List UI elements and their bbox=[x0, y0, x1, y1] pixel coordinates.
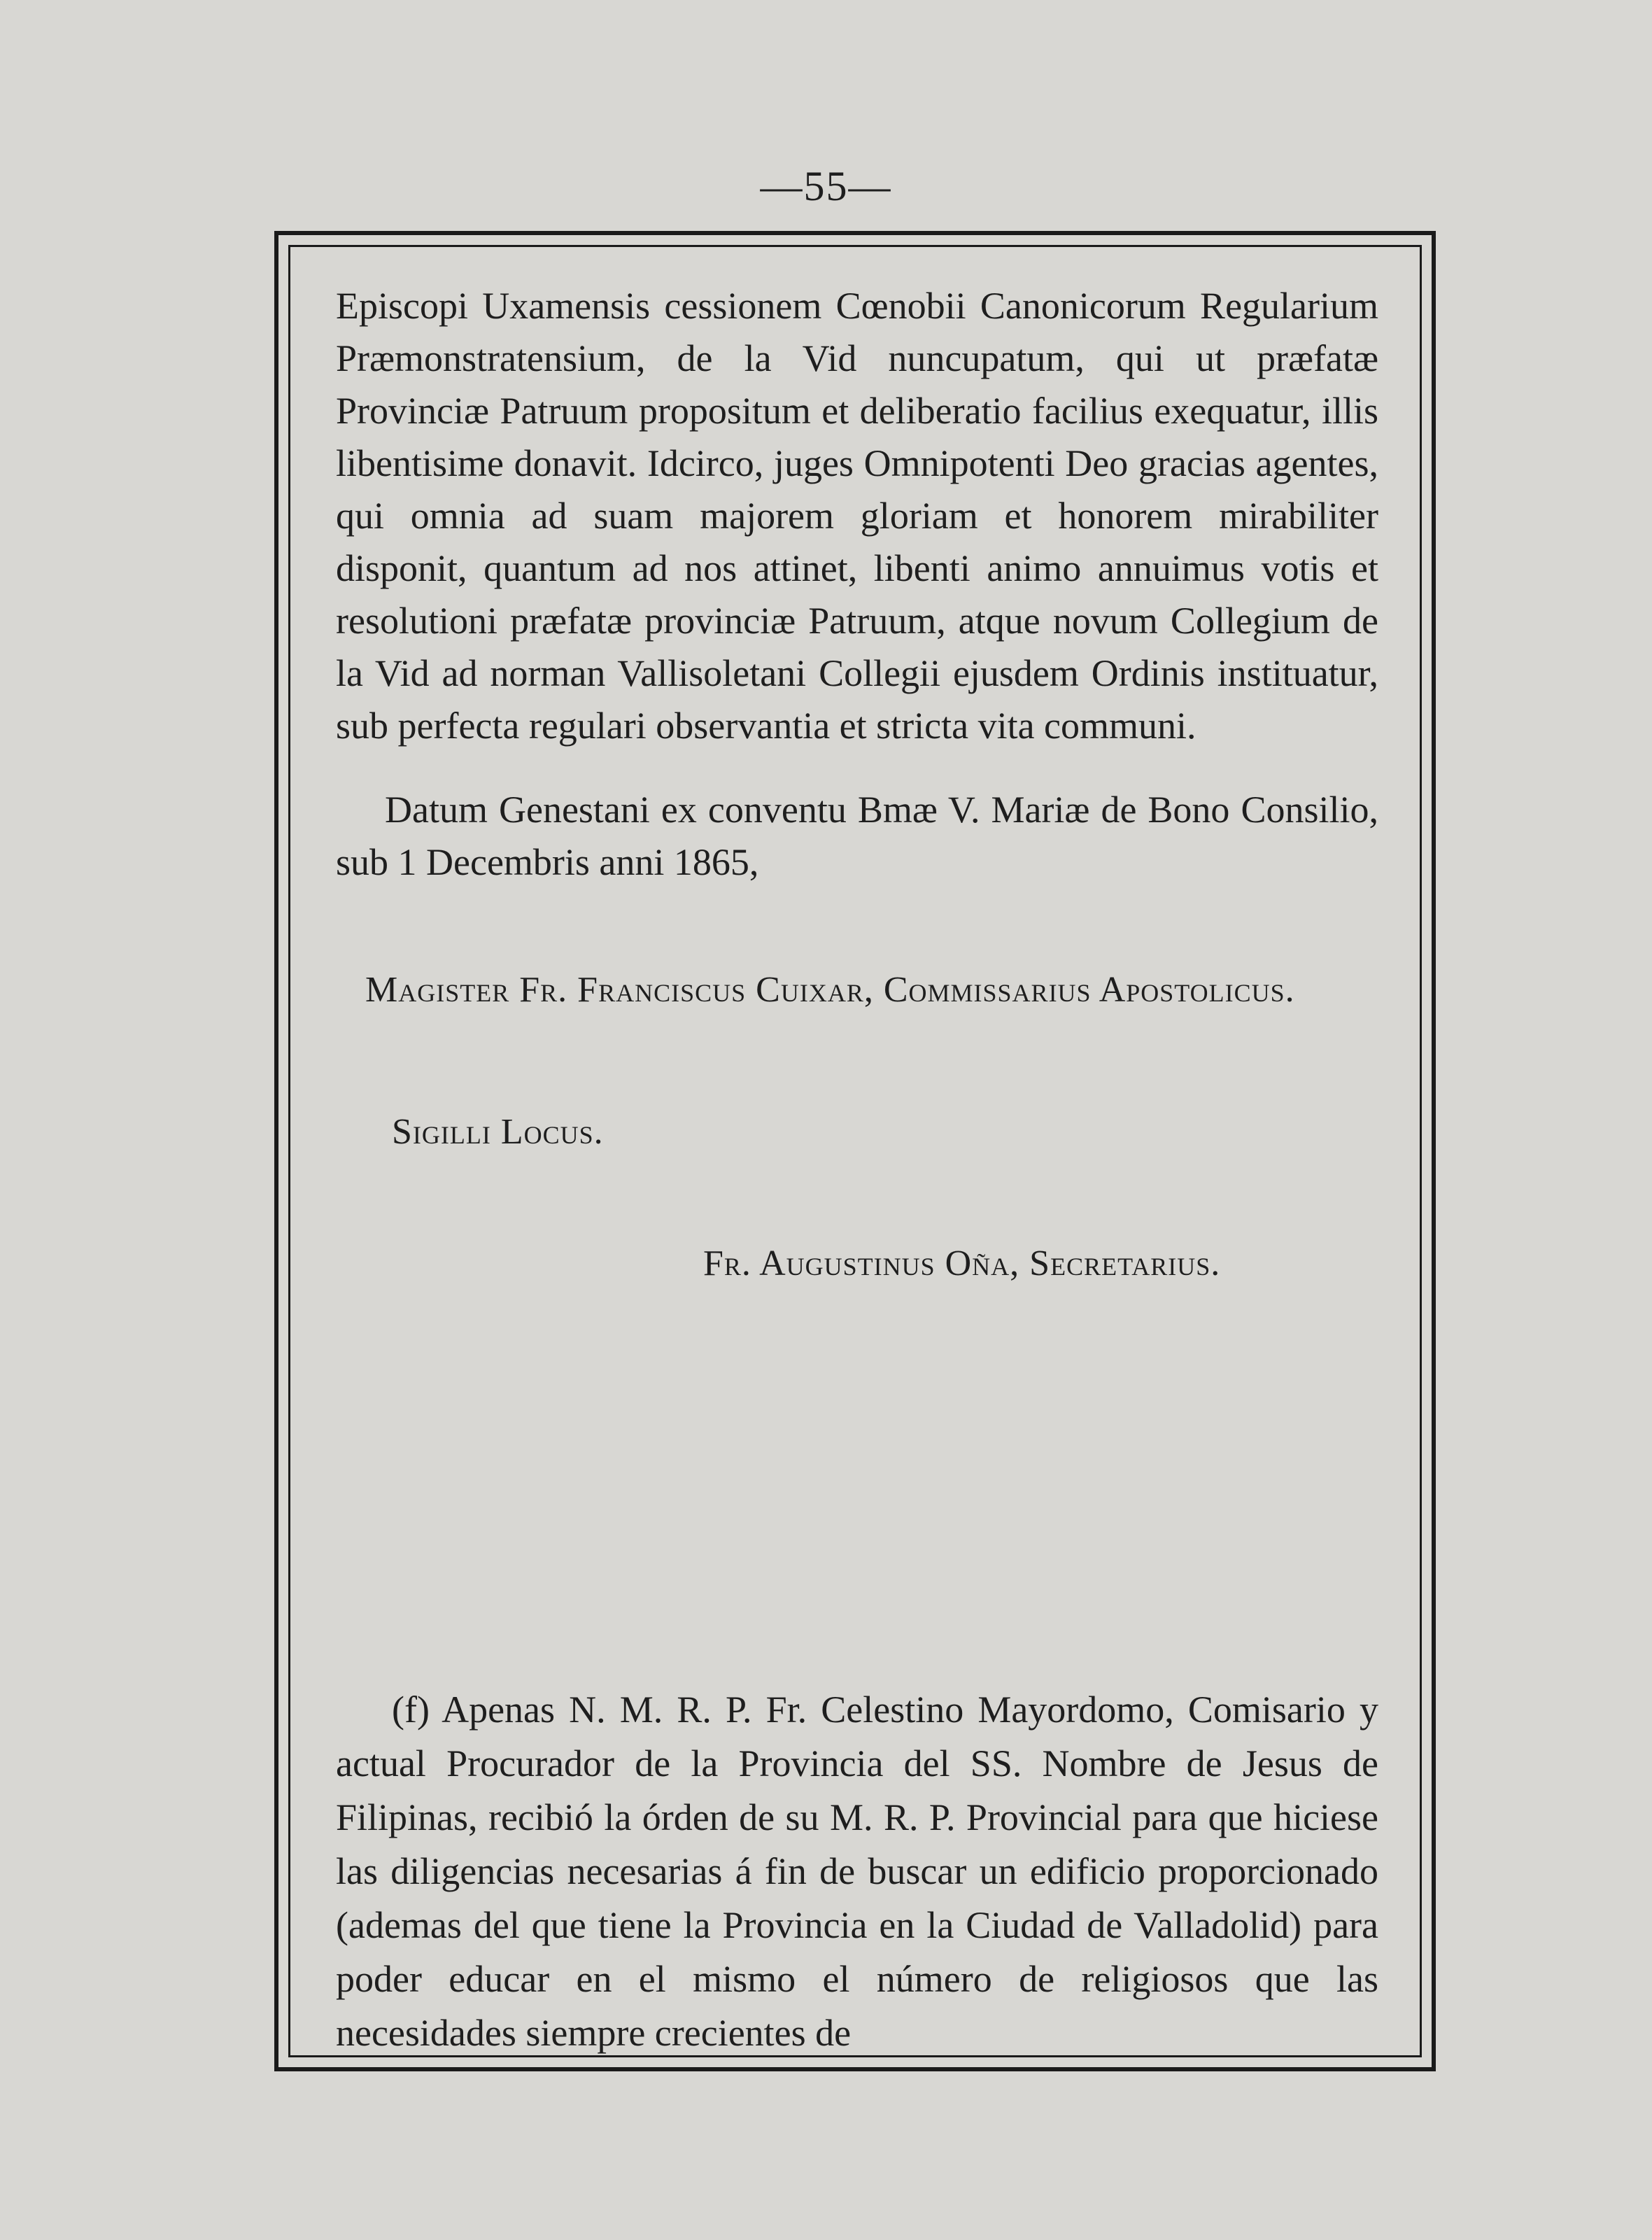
sigilli-locus: Sigilli Locus. bbox=[392, 1112, 604, 1152]
signature-secretarius: Fr. Augustinus Oña, Secretarius. bbox=[703, 1244, 1221, 1283]
signature-magister: Magister Fr. Franciscus Cuixar, Commissarius Apostolicus. bbox=[365, 970, 1295, 1010]
footnote-paragraph: (f) Apenas N. M. R. P. Fr. Celestino Mayordomo, Comisario y actual Procurador de la Provincia del SS. Nombre de Jesus de Filipinas, recibió la órden de su M. R. P. Provincial para que hiciese las diligencias necesarias á fin de buscar un edificio proporcionado (ademas del que tiene la Provincia en la Ciudad de Valladolid) para poder educar en el mismo el número de religiosos que las necesidades siempre crecientes de bbox=[336, 1689, 1378, 2054]
page-number: —55— bbox=[760, 163, 892, 209]
decree-paragraph: Episcopi Uxamensis cessionem Cœnobii Canonicorum Regularium Præmonstratensium, de la Vid nuncupatum, qui ut præfatæ Provinciæ Patruum propositum et deliberatio facilius exequatur, illis libentisime donavit. Idcirco, juges Omnipotenti Deo gracias agentes, qui omnia ad suam majorem gloriam et honorem mirabiliter disponit, quantum ad nos attinet, libenti animo annuimus votis et resolutioni præfatæ provinciæ Patruum, atque novum Collegium de la Vid ad norman Vallisoletani Collegii ejusdem Ordinis instituatur, sub perfecta regulari observantia et stricta vita communi. bbox=[336, 285, 1378, 747]
dating-paragraph: Datum Genestani ex conventu Bmæ V. Mariæ de Bono Consilio, sub 1 Decembris anni 1865, bbox=[336, 789, 1378, 883]
